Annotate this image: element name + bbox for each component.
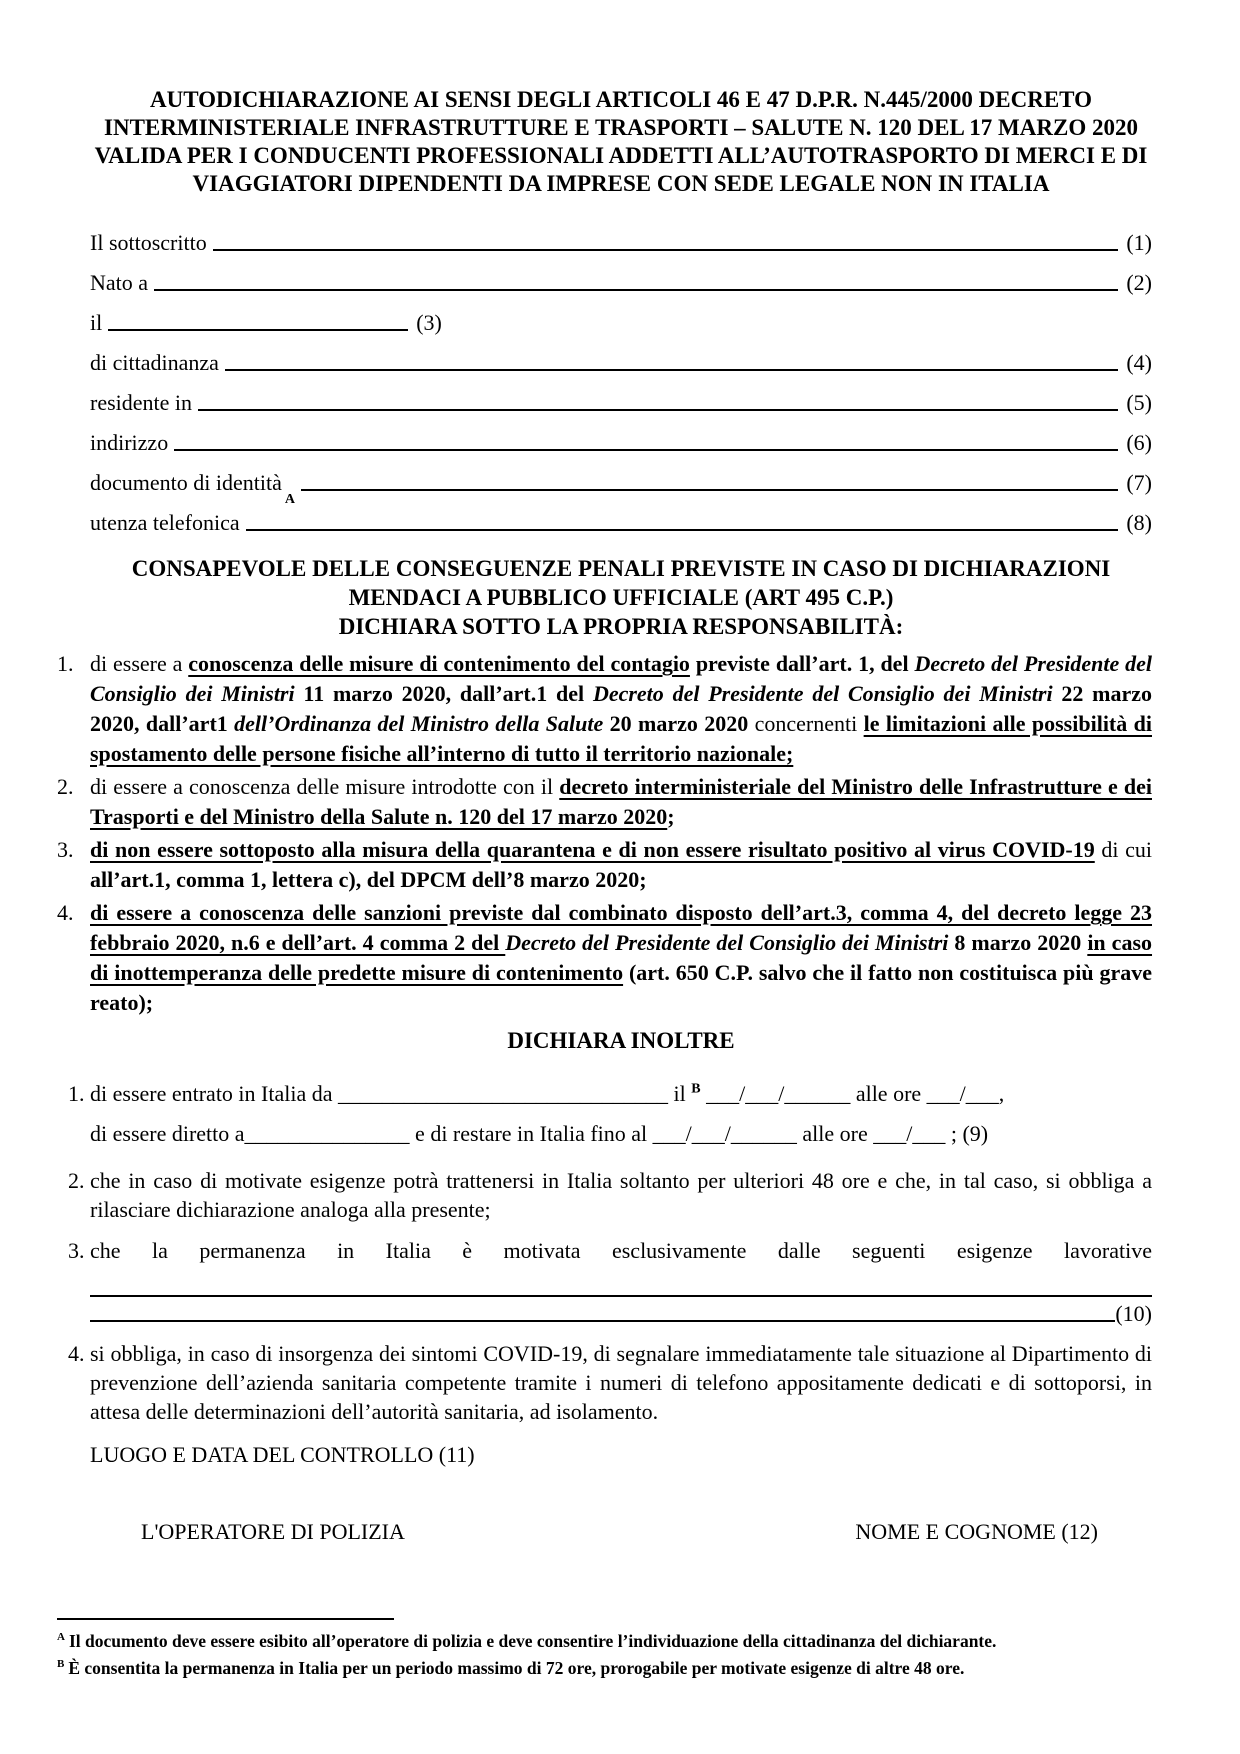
signature-left-label: L'OPERATORE DI POLIZIA: [141, 1519, 405, 1544]
text-segment: le limitazioni alle possibilità di spostamento delle persone fisiche all’interno di tutto il territorio nazionale;: [90, 711, 1152, 766]
field-number: (7): [1126, 470, 1152, 495]
text-segment: Decreto del Presidente del Consiglio dei Ministri: [90, 651, 1152, 706]
declaration-item: [57, 835, 1152, 895]
item-text: [90, 649, 1152, 769]
form-field-row: [90, 420, 1152, 460]
footnote: [57, 1655, 1152, 1682]
form-fields-section: [90, 220, 1152, 540]
further-declaration-item: [68, 1074, 1152, 1154]
item-text: [90, 1074, 1152, 1154]
footnote-text: È consentita la permanenza in Italia per un periodo massimo di 72 ore, prorogabile per motivate esigenze di altre 48 ore.: [68, 1658, 965, 1678]
oath-heading: [90, 554, 1152, 641]
field-number: (6): [1126, 430, 1152, 455]
oath-line: CONSAPEVOLE DELLE CONSEGUENZE PENALI PREVISTE IN CASO DI DICHIARAZIONI: [131, 556, 1111, 581]
footnote: [57, 1628, 1152, 1655]
text-segment: si obbliga, in caso di insorgenza dei sintomi COVID-19, di segnalare immediatamente tale situazione al Dipartimento di prevenzione dell’azienda sanitaria competente tramite i numeri di telefono appositamente dedicati e di sottoporsi, in attesa delle determinazioni dell’autorità sanitaria, ad isolamento.: [90, 1341, 1152, 1424]
text-segment: dell’Ordinanza del Ministro della Salute: [234, 711, 604, 736]
text-segment: previste dall’art. 1, del: [689, 651, 915, 676]
field-blank-line: [198, 409, 1118, 411]
field-label: residente in: [90, 390, 193, 415]
form-field-row: [90, 260, 1152, 300]
title-line: INTERMINISTERIALE INFRASTRUTTURE E TRASPORTI – SALUTE N. 120 DEL 17 MARZO 2020: [104, 115, 1138, 140]
text-segment: all’art.1, comma 1, lettera c), del DPCM dell’8 marzo 2020;: [90, 867, 647, 892]
text-segment: B: [691, 1081, 701, 1097]
text-segment: che in caso di motivate esigenze potrà trattenersi in Italia soltanto per ulteriori 48 ore e che, in tal caso, si obbliga a rilasciare dichiarazione analoga alla presente;: [90, 1168, 1152, 1222]
form-field-row: [90, 220, 1152, 260]
line-number-ref: (10): [1115, 1301, 1152, 1326]
item-number: 2.: [68, 1168, 85, 1193]
field-blank-line: [225, 369, 1118, 371]
item-number: 4.: [57, 900, 74, 925]
text-segment: di essere entrato in Italia da: [90, 1081, 339, 1106]
text-segment: di essere diretto a_______________ e di restare in Italia fino al ___/___/______ alle ore ___/___ ; (9): [90, 1121, 989, 1146]
text-segment: di essere a conoscenza delle sanzioni previste dal combinato disposto dell’art.3, comma 4, del decreto legge 23 febbraio 2020, n.6 e dell’art. 4 comma 2 del: [90, 900, 1152, 955]
field-blank-line: [246, 529, 1119, 531]
form-field-row: [90, 500, 1152, 540]
oath-line: DICHIARA SOTTO LA PROPRIA RESPONSABILITÀ:: [338, 614, 904, 639]
item-number: 1.: [68, 1081, 85, 1106]
further-declaration-list: [68, 1074, 1152, 1426]
item-number: 4.: [68, 1341, 85, 1366]
field-number: (2): [1126, 270, 1152, 295]
title-line: VIAGGIATORI DIPENDENTI DA IMPRESE CON SEDE LEGALE NON IN ITALIA: [192, 171, 1050, 196]
field-blank-line: [301, 489, 1118, 491]
form-field-row: documento di identità A (7): [90, 460, 1152, 500]
field-number: (1): [1126, 230, 1152, 255]
item-text: [90, 1166, 1152, 1224]
further-declaration-item: [68, 1166, 1152, 1224]
declaration-item: [57, 898, 1152, 1018]
page-title: [90, 86, 1152, 198]
text-segment: (art. 650 C.P. salvo che il fatto non costituisca più grave reato);: [90, 960, 1152, 1015]
text-segment: 22 marzo 2020, dall’art1: [90, 681, 1153, 736]
signature-row: [90, 1517, 1152, 1546]
field-label: di cittadinanza: [90, 350, 219, 375]
oath-line: MENDACI A PUBBLICO UFFICIALE (ART 495 C.P.): [348, 585, 894, 610]
field-number: (4): [1126, 350, 1152, 375]
form-field-row: [90, 340, 1152, 380]
blank-line: [90, 1265, 1152, 1297]
controllo-label: LUOGO E DATA DEL CONTROLLO (11): [90, 1442, 475, 1467]
field-label: Il sottoscritto: [90, 230, 207, 255]
form-field-row: [90, 380, 1152, 420]
text-segment: di cui: [1094, 837, 1152, 862]
text-segment: di essere a: [90, 651, 189, 676]
item-number: 3.: [68, 1238, 85, 1263]
field-blank-line: [213, 249, 1119, 251]
signature-right-label: NOME E COGNOME (12): [855, 1519, 1098, 1544]
declaration-list: [57, 649, 1153, 1018]
text-segment: di non essere sottoposto alla misura della quarantena e di non essere risultato positivo al virus COVID-19: [90, 837, 1095, 862]
declaration-item: [57, 649, 1152, 769]
text-segment: il: [668, 1081, 692, 1106]
field-blank-line: [108, 329, 408, 331]
text-segment: che la permanenza in Italia è motivata esclusivamente dalle seguenti esigenze lavorative: [90, 1238, 1152, 1263]
field-label: indirizzo: [90, 430, 169, 455]
item-number: 3.: [57, 837, 74, 862]
text-segment: ___/___/______ alle ore ___/___,: [700, 1081, 1005, 1106]
field-label: il: [90, 310, 103, 335]
field-blank-line: [154, 289, 1118, 291]
footnote-list: [57, 1628, 1152, 1682]
item-text: [90, 1236, 1152, 1327]
further-declaration-item: [68, 1339, 1152, 1426]
title-line: AUTODICHIARAZIONE AI SENSI DEGLI ARTICOLI 46 E 47 D.P.R. N.445/2000 DECRETO: [150, 87, 1092, 112]
text-segment: 8 marzo 2020: [948, 930, 1088, 955]
field-number: (5): [1126, 390, 1152, 415]
further-declaration-item: [68, 1236, 1152, 1327]
item-text-line: [90, 1236, 1152, 1265]
footnote-separator: [57, 1618, 394, 1620]
text-segment: Decreto del Presidente del Consiglio dei Ministri: [505, 930, 949, 955]
item-text: [90, 898, 1152, 1018]
text-segment: 20 marzo 2020: [603, 711, 755, 736]
blank-line-row: [90, 1297, 1152, 1327]
text-segment: di essere a conoscenza delle misure introdotte con il: [90, 774, 560, 799]
field-label: Nato a: [90, 270, 149, 295]
field-label: documento di identità: [90, 470, 282, 495]
text-segment: concernenti: [754, 711, 864, 736]
text-segment: ______________________________: [338, 1081, 669, 1106]
form-field-row: [90, 300, 1152, 340]
text-segment: conoscenza delle misure di contenimento del contagio: [188, 651, 690, 676]
text-segment: Decreto del Presidente del Consiglio dei Ministri: [592, 681, 1053, 706]
item-number: 1.: [57, 651, 74, 676]
blank-line: [90, 1320, 1115, 1322]
item-text: [90, 1339, 1152, 1426]
footnotes-section: [57, 1618, 1152, 1682]
text-segment: ;: [667, 804, 675, 829]
title-line: VALIDA PER I CONDUCENTI PROFESSIONALI ADDETTI ALL’AUTOTRASPORTO DI MERCI E DI: [94, 143, 1148, 168]
item-text: [90, 835, 1152, 895]
footnote-text: Il documento deve essere esibito all’operatore di polizia e deve consentire l’individuazione della cittadinanza del dichiarante.: [68, 1631, 997, 1651]
footnote-marker: B: [57, 1658, 65, 1671]
declaration-item: [57, 772, 1152, 832]
field-number: (3): [416, 310, 442, 335]
inoltre-heading: DICHIARA INOLTRE: [507, 1028, 735, 1053]
item-number: 2.: [57, 774, 74, 799]
item-text: [90, 772, 1152, 832]
field-blank-line: [174, 449, 1118, 451]
text-segment: decreto interministeriale del Ministro delle Infrastrutture e dei Trasporti e del Ministro della Salute n. 120 del 17 marzo 2020: [90, 774, 1152, 829]
text-segment: 11 marzo 2020, dall’art.1 del: [294, 681, 593, 706]
text-segment: in caso di inottemperanza delle predette misure di contenimento: [90, 930, 1153, 985]
field-number: (8): [1126, 510, 1152, 535]
footnote-marker: A: [57, 1631, 65, 1644]
field-label: utenza telefonica: [90, 510, 240, 535]
